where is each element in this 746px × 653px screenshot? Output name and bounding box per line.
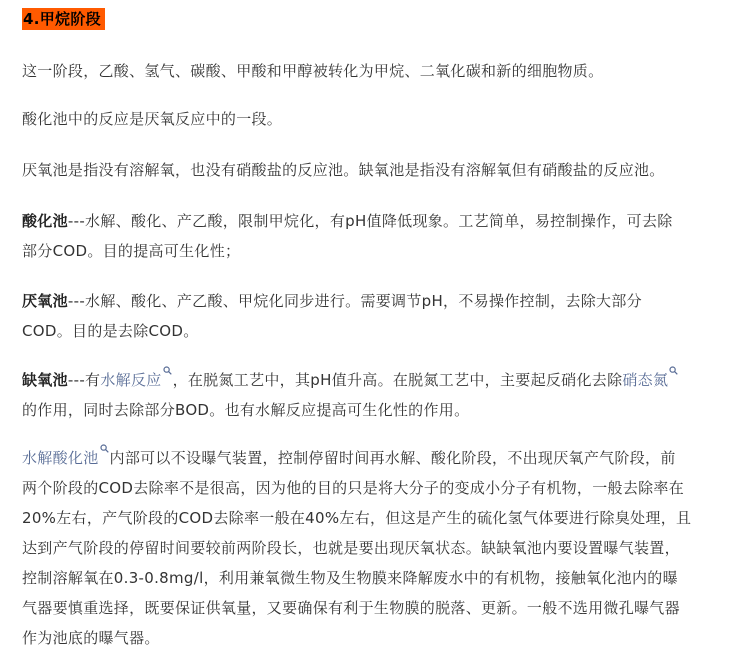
term-anaerobic-tank: 厌氧池 <box>22 292 68 310</box>
search-icon[interactable] <box>100 443 110 457</box>
term-anoxic-tank: 缺氧池 <box>22 371 68 389</box>
paragraph-text: ，在脱氮工艺中，其pH值升高。在脱氮工艺中，主要起反硝化去除 <box>172 371 623 389</box>
paragraph-acidification: 酸化池中的反应是厌氧反应中的一段。 <box>22 110 283 128</box>
paragraph-text: 控制溶解氧在0.3-0.8mg/l，利用兼氧微生物及生物膜来降解废水中的有机物，接触氧化池内的曝 <box>22 569 678 587</box>
term-acidification-tank: 酸化池 <box>22 212 68 230</box>
paragraph-anaerobic-tank <box>22 286 722 346</box>
paragraph-text: 气器要慎重选择，既要保证供氧量，又要确保有利于生物膜的脱落、更新。一般不选用微孔曝气器 <box>22 599 680 617</box>
paragraph-text: 两个阶段的COD去除率不是很高，因为他的目的只是将大分子的变成小分子有机物，一般去除率在 <box>22 479 685 497</box>
search-icon[interactable] <box>669 365 679 379</box>
paragraph-text: 的作用，同时去除部分BOD。也有水解反应提高可生化性的作用。 <box>22 401 470 419</box>
paragraph-hydrolysis-acidification-tank <box>22 443 722 653</box>
paragraph-text: 部分COD。目的提高可生化性； <box>22 242 241 260</box>
paragraph-anoxic-tank <box>22 365 722 425</box>
paragraph-text: 20%左右，产气阶段的COD去除率一般在40%左右，但这是产生的硫化氢气体要进行除臭处理，且 <box>22 509 692 527</box>
paragraph-text: 内部可以不设曝气装置，控制停留时间再水解、酸化阶段，不出现厌氧产气阶段，前 <box>109 449 676 467</box>
paragraph-text: ---水解、酸化、产乙酸、甲烷化同步进行。需要调节pH，不易操作控制，去除大部分 <box>67 292 642 310</box>
paragraph-text: 达到产气阶段的停留时间要较前两阶段长，也就是要出现厌氧状态。缺缺氧池内要设置曝气装置， <box>22 539 680 557</box>
link-nitrate-nitrogen[interactable]: 硝态氮 <box>622 371 669 389</box>
paragraph-text: ---有 <box>67 371 101 389</box>
link-hydrolysis-acidification-tank[interactable]: 水解酸化池 <box>22 449 99 467</box>
link-hydrolysis-reaction[interactable]: 水解反应 <box>100 371 162 389</box>
paragraph-text: COD。目的是去除COD。 <box>22 322 199 340</box>
paragraph-anaerobic-definition: 厌氧池是指没有溶解氧，也没有硝酸盐的反应池。缺氧池是指没有溶解氧但有硝酸盐的反应池。 <box>22 161 665 179</box>
paragraph-text: 作为池底的曝气器。 <box>22 629 160 647</box>
section-heading: 4.甲烷阶段 <box>22 8 105 30</box>
search-icon[interactable] <box>163 365 173 379</box>
paragraph-text: ---水解、酸化、产乙酸，限制甲烷化，有pH值降低现象。工艺简单，易控制操作，可去除 <box>67 212 673 230</box>
paragraph-methane-stage: 这一阶段，乙酸、氢气、碳酸、甲酸和甲醇被转化为甲烷、二氧化碳和新的细胞物质。 <box>22 62 604 80</box>
paragraph-acidification-tank <box>22 206 722 266</box>
